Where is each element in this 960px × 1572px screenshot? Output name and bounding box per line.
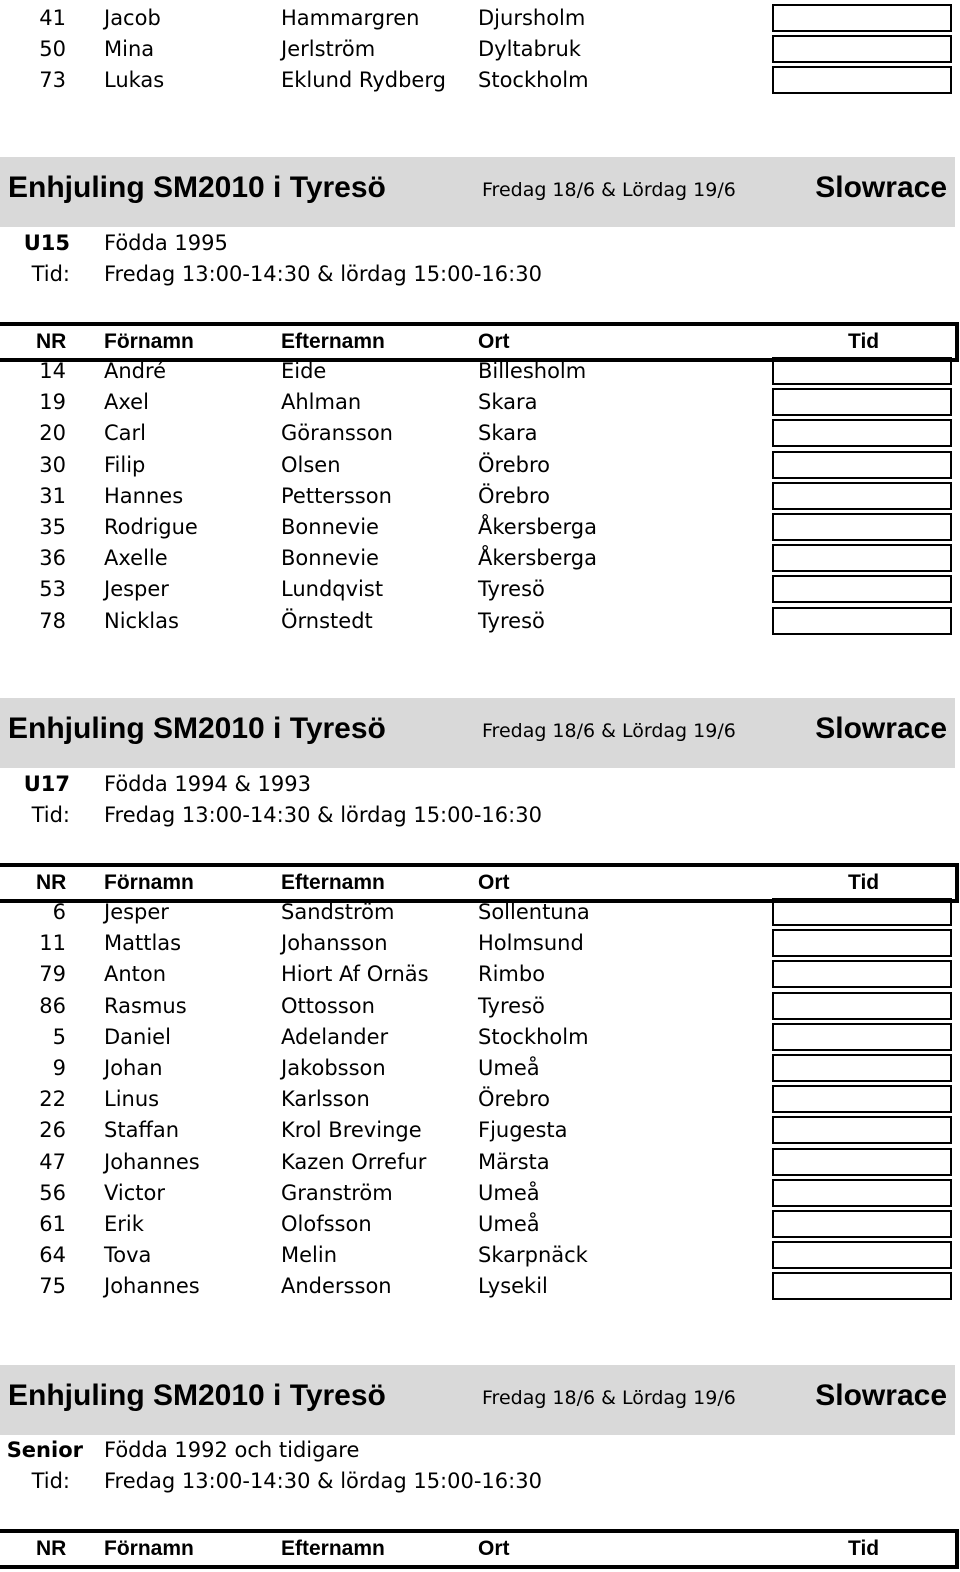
cell-town: Rimbo xyxy=(478,962,546,987)
cell-town: Umeå xyxy=(478,1056,540,1080)
table-row xyxy=(0,1053,960,1084)
cell-last-name: Melin xyxy=(281,1243,338,1268)
cell-last-name: Örnstedt xyxy=(281,608,373,633)
header-first-name: Förnamn xyxy=(104,1537,194,1560)
table-row xyxy=(0,65,960,96)
event-dates: Fredag 18/6 & Lördag 19/6 xyxy=(482,1387,736,1409)
header-nr: NR xyxy=(36,871,67,894)
cell-town: Tyresö xyxy=(478,577,545,602)
cell-town: Djursholm xyxy=(478,6,586,30)
cell-first-name: Johan xyxy=(104,1056,163,1080)
header-first-name: Förnamn xyxy=(104,330,194,353)
time-info-row xyxy=(0,1466,960,1497)
cell-nr: 20 xyxy=(39,421,66,446)
cell-last-name: Karlsson xyxy=(281,1087,370,1112)
cell-last-name: Bonnevie xyxy=(281,546,379,571)
time-entry-box[interactable] xyxy=(772,388,952,416)
cell-first-name: Johannes xyxy=(104,1274,200,1299)
time-entry-box[interactable] xyxy=(772,1116,952,1144)
cell-first-name: Filip xyxy=(104,452,146,477)
cell-first-name: Jesper xyxy=(104,577,169,602)
cell-last-name: Adelander xyxy=(281,1024,389,1049)
cell-last-name: Kazen Orrefur xyxy=(281,1149,427,1174)
cell-town: Billesholm xyxy=(478,359,587,383)
time-entry-box[interactable] xyxy=(772,929,952,957)
time-label: Tid: xyxy=(31,803,70,827)
cell-last-name: Eklund Rydberg xyxy=(281,68,446,93)
cell-nr: 79 xyxy=(39,962,66,987)
born-years: Födda 1994 & 1993 xyxy=(104,772,311,796)
cell-town: Tyresö xyxy=(478,608,545,633)
cell-nr: 35 xyxy=(39,515,66,539)
event-title: Enhjuling SM2010 i Tyresö xyxy=(8,171,386,204)
race-type: Slowrace xyxy=(815,712,947,745)
cell-first-name: Axelle xyxy=(104,546,168,571)
cell-town: Örebro xyxy=(478,483,550,508)
header-nr: NR xyxy=(36,330,67,353)
time-entry-box[interactable] xyxy=(772,35,952,63)
cell-town: Umeå xyxy=(478,1212,540,1236)
cell-nr: 61 xyxy=(39,1212,66,1236)
cell-first-name: Lukas xyxy=(104,68,165,93)
cell-town: Sollentuna xyxy=(478,900,590,924)
cell-town: Örebro xyxy=(478,1087,550,1112)
header-time: Tid xyxy=(848,871,880,894)
table-row xyxy=(0,1240,960,1271)
table-row xyxy=(0,481,960,512)
cell-last-name: Granström xyxy=(281,1180,393,1205)
time-entry-box[interactable] xyxy=(772,960,952,988)
time-info-row xyxy=(0,259,960,290)
cell-nr: 75 xyxy=(39,1274,66,1299)
cell-town: Åkersberga xyxy=(478,515,597,539)
section-banner xyxy=(0,1365,955,1435)
cell-town: Tyresö xyxy=(478,993,545,1018)
cell-town: Skarpnäck xyxy=(478,1243,588,1268)
table-row xyxy=(0,897,960,928)
cell-town: Lysekil xyxy=(478,1274,548,1299)
table-row xyxy=(0,512,960,543)
time-value: Fredag 13:00-14:30 & lördag 15:00-16:30 xyxy=(104,262,542,286)
section-banner xyxy=(0,698,955,768)
table-row xyxy=(0,991,960,1022)
cell-first-name: Daniel xyxy=(104,1024,171,1049)
cell-nr: 14 xyxy=(39,359,66,383)
cell-nr: 53 xyxy=(39,577,66,602)
time-entry-box[interactable] xyxy=(772,607,952,635)
cell-first-name: Nicklas xyxy=(104,608,179,633)
time-entry-box[interactable] xyxy=(772,4,952,32)
cell-nr: 73 xyxy=(39,68,66,93)
cell-last-name: Eide xyxy=(281,359,327,383)
cell-town: Åkersberga xyxy=(478,546,597,571)
race-type: Slowrace xyxy=(815,1379,947,1412)
class-info-row xyxy=(0,769,960,800)
table-row xyxy=(0,606,960,637)
born-years: Födda 1992 och tidigare xyxy=(104,1438,360,1462)
cell-town: Umeå xyxy=(478,1180,540,1205)
table-row xyxy=(0,387,960,418)
table-row xyxy=(0,1271,960,1302)
cell-first-name: Tova xyxy=(104,1243,152,1268)
cell-last-name: Andersson xyxy=(281,1274,392,1299)
cell-last-name: Hammargren xyxy=(281,6,420,30)
cell-last-name: Olofsson xyxy=(281,1212,372,1236)
table-row xyxy=(0,356,960,387)
cell-nr: 36 xyxy=(39,546,66,571)
cell-last-name: Bonnevie xyxy=(281,515,379,539)
cell-first-name: Carl xyxy=(104,421,146,446)
race-type: Slowrace xyxy=(815,171,947,204)
cell-town: Märsta xyxy=(478,1149,550,1174)
header-first-name: Förnamn xyxy=(104,871,194,894)
time-entry-box[interactable] xyxy=(772,992,952,1020)
cell-last-name: Göransson xyxy=(281,421,393,446)
cell-first-name: Jacob xyxy=(104,6,161,30)
time-entry-box[interactable] xyxy=(772,1054,952,1082)
time-entry-box[interactable] xyxy=(772,544,952,572)
cell-nr: 86 xyxy=(39,993,66,1018)
cell-nr: 11 xyxy=(39,931,66,956)
class-label: U15 xyxy=(23,231,70,255)
cell-town: Dyltabruk xyxy=(478,37,581,62)
time-entry-box[interactable] xyxy=(772,1023,952,1051)
table-row xyxy=(0,418,960,449)
time-entry-box[interactable] xyxy=(772,451,952,479)
cell-last-name: Lundqvist xyxy=(281,577,384,602)
table-row xyxy=(0,1084,960,1115)
cell-last-name: Ottosson xyxy=(281,993,375,1018)
time-entry-box[interactable] xyxy=(772,1179,952,1207)
class-label: U17 xyxy=(23,772,70,796)
table-row xyxy=(0,1022,960,1053)
cell-nr: 56 xyxy=(39,1180,66,1205)
header-last-name: Efternamn xyxy=(281,330,385,353)
time-entry-box[interactable] xyxy=(772,1085,952,1113)
header-town: Ort xyxy=(478,871,510,894)
cell-town: Holmsund xyxy=(478,931,584,956)
table-row xyxy=(0,543,960,574)
class-info-row xyxy=(0,228,960,259)
time-value: Fredag 13:00-14:30 & lördag 15:00-16:30 xyxy=(104,1469,542,1493)
event-dates: Fredag 18/6 & Lördag 19/6 xyxy=(482,179,736,201)
cell-town: Skara xyxy=(478,421,538,446)
cell-last-name: Jakobsson xyxy=(281,1056,386,1080)
cell-first-name: Hannes xyxy=(104,483,184,508)
event-dates: Fredag 18/6 & Lördag 19/6 xyxy=(482,720,736,742)
cell-town: Stockholm xyxy=(478,1024,589,1049)
section-banner xyxy=(0,157,955,227)
cell-town: Fjugesta xyxy=(478,1118,568,1143)
header-time: Tid xyxy=(848,330,880,353)
header-last-name: Efternamn xyxy=(281,1537,385,1560)
time-entry-box[interactable] xyxy=(772,482,952,510)
cell-last-name: Krol Brevinge xyxy=(281,1118,422,1143)
event-title: Enhjuling SM2010 i Tyresö xyxy=(8,712,386,745)
time-entry-box[interactable] xyxy=(772,357,952,385)
cell-nr: 47 xyxy=(39,1149,66,1174)
table-row xyxy=(0,928,960,959)
class-info-row xyxy=(0,1435,960,1466)
time-entry-box[interactable] xyxy=(772,575,952,603)
cell-last-name: Johansson xyxy=(281,931,388,956)
cell-first-name: Staffan xyxy=(104,1118,180,1143)
cell-nr: 19 xyxy=(39,390,66,415)
cell-last-name: Olsen xyxy=(281,452,341,477)
time-entry-box[interactable] xyxy=(772,513,952,541)
time-entry-box[interactable] xyxy=(772,1148,952,1176)
born-years: Födda 1995 xyxy=(104,231,228,255)
time-entry-box[interactable] xyxy=(772,898,952,926)
table-row xyxy=(0,450,960,481)
table-row xyxy=(0,1178,960,1209)
table-row xyxy=(0,574,960,605)
header-last-name: Efternamn xyxy=(281,871,385,894)
time-label: Tid: xyxy=(31,262,70,286)
cell-first-name: Linus xyxy=(104,1087,160,1112)
cell-nr: 64 xyxy=(39,1243,66,1268)
cell-nr: 78 xyxy=(39,608,66,633)
table-row xyxy=(0,34,960,65)
header-nr: NR xyxy=(36,1537,67,1560)
table-row xyxy=(0,1209,960,1240)
time-entry-box[interactable] xyxy=(772,419,952,447)
cell-nr: 22 xyxy=(39,1087,66,1112)
table-row xyxy=(0,959,960,990)
cell-first-name: Rasmus xyxy=(104,993,187,1018)
cell-last-name: Sandström xyxy=(281,900,395,924)
cell-nr: 50 xyxy=(39,37,66,62)
table-row xyxy=(0,1115,960,1146)
cell-first-name: André xyxy=(104,359,167,383)
time-label: Tid: xyxy=(31,1469,70,1493)
cell-town: Skara xyxy=(478,390,538,415)
time-value: Fredag 13:00-14:30 & lördag 15:00-16:30 xyxy=(104,803,542,827)
time-entry-box[interactable] xyxy=(772,1210,952,1238)
cell-last-name: Ahlman xyxy=(281,390,362,415)
cell-nr: 26 xyxy=(39,1118,66,1143)
cell-last-name: Jerlström xyxy=(281,37,376,62)
table-header xyxy=(0,1529,959,1569)
table-row xyxy=(0,3,960,34)
cell-town: Örebro xyxy=(478,452,550,477)
header-town: Ort xyxy=(478,1537,510,1560)
class-label: Senior xyxy=(6,1438,83,1462)
cell-nr: 6 xyxy=(52,900,66,924)
time-entry-box[interactable] xyxy=(772,1272,952,1300)
cell-first-name: Mattlas xyxy=(104,931,182,956)
header-town: Ort xyxy=(478,330,510,353)
cell-last-name: Hiort Af Ornäs xyxy=(281,962,429,987)
cell-first-name: Anton xyxy=(104,962,167,987)
cell-first-name: Mina xyxy=(104,37,155,62)
cell-nr: 31 xyxy=(39,483,66,508)
table-row xyxy=(0,1147,960,1178)
time-entry-box[interactable] xyxy=(772,1241,952,1269)
cell-first-name: Erik xyxy=(104,1212,144,1236)
cell-first-name: Jesper xyxy=(104,900,169,924)
cell-nr: 30 xyxy=(39,452,66,477)
time-entry-box[interactable] xyxy=(772,66,952,94)
cell-nr: 41 xyxy=(39,6,66,30)
cell-first-name: Victor xyxy=(104,1180,166,1205)
cell-first-name: Rodrigue xyxy=(104,515,198,539)
cell-town: Stockholm xyxy=(478,68,589,93)
header-time: Tid xyxy=(848,1537,880,1560)
cell-first-name: Axel xyxy=(104,390,149,415)
cell-nr: 9 xyxy=(52,1056,66,1080)
cell-first-name: Johannes xyxy=(104,1149,200,1174)
cell-last-name: Pettersson xyxy=(281,483,392,508)
time-info-row xyxy=(0,800,960,831)
cell-nr: 5 xyxy=(52,1024,66,1049)
event-title: Enhjuling SM2010 i Tyresö xyxy=(8,1379,386,1412)
